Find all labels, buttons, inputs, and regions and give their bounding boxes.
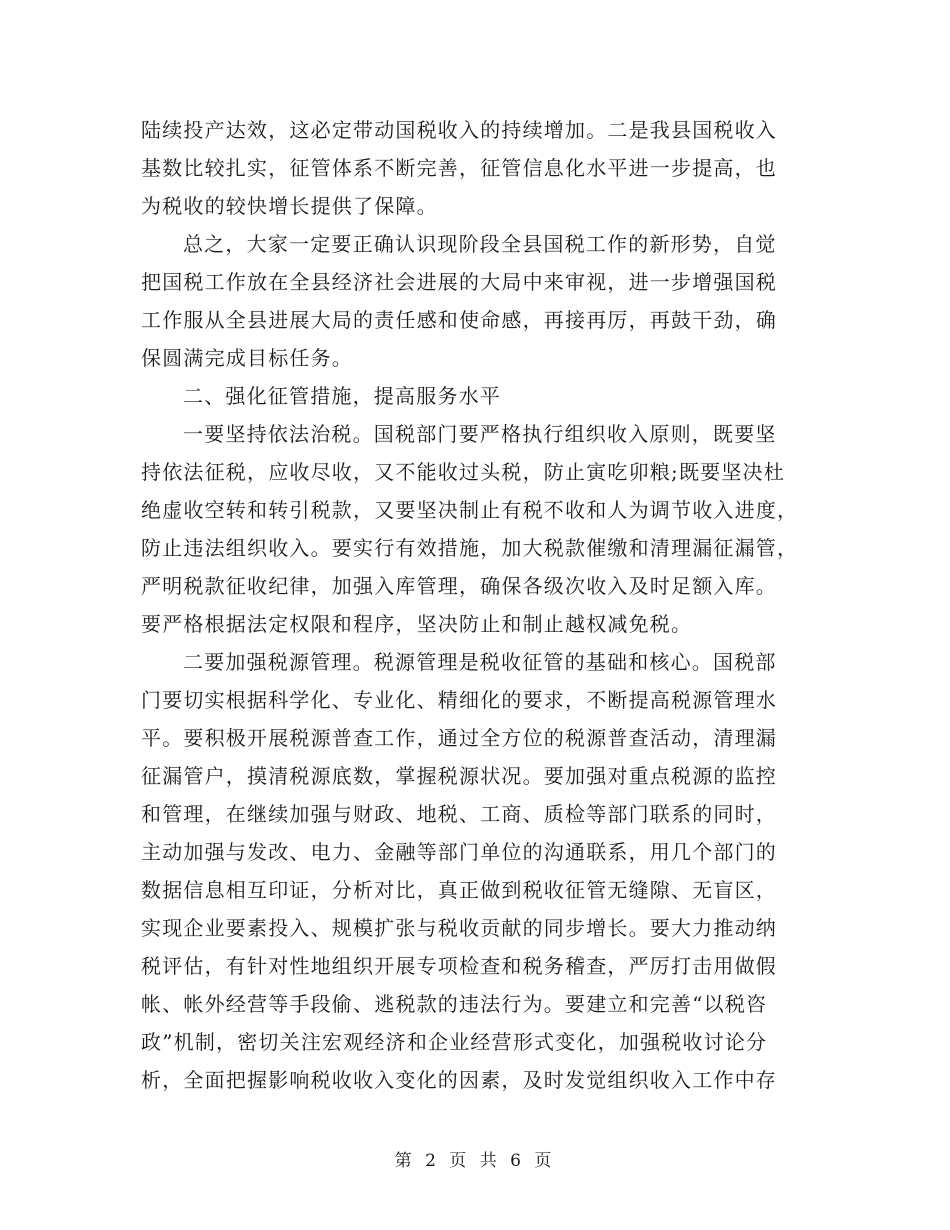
- text-line: 征漏管户，摸清税源底数，掌握税源状况。要加强对重点税源的监控: [141, 764, 777, 788]
- text-line: 二要加强税源管理。税源管理是税收征管的基础和核心。国税部: [183, 650, 777, 674]
- text-line: 工作服从全县进展大局的责任感和使命感，再接再厉，再鼓干劲，确: [141, 308, 777, 332]
- text-line: 陆续投产达效，这必定带动国税收入的持续增加。二是我县国税收入: [141, 118, 777, 142]
- text-line: 和管理，在继续加强与财政、地税、工商、质检等部门联系的同时，: [141, 802, 777, 826]
- text-line: 要严格根据法定权限和程序，坚决防止和制止越权减免税。: [141, 612, 693, 636]
- text-line: 为税收的较快增长提供了保障。: [141, 194, 438, 218]
- body-text: [141, 111, 801, 1099]
- text-line: 政”机制，密切关注宏观经济和企业经营形式变化，加强税收讨论分: [141, 1030, 768, 1054]
- text-line: 数据信息相互印证，分析对比，真正做到税收征管无缝隙、无盲区，: [141, 878, 777, 902]
- text-line: 保圆满完成目标任务。: [141, 346, 353, 370]
- text-line: 帐、帐外经营等手段偷、逃税款的违法行为。要建立和完善“以税咨: [141, 992, 768, 1016]
- text-line: 析，全面把握影响税收收入变化的因素，及时发觉组织收入工作中存: [141, 1068, 777, 1092]
- text-line: 平。要积极开展税源普查工作，通过全方位的税源普查活动，清理漏: [141, 726, 777, 750]
- text-line: 绝虚收空转和转引税款，又要坚决制止有税不收和人为调节收入进度，: [141, 498, 799, 522]
- page-number: 第 2 页 共 6 页: [394, 1151, 556, 1171]
- text-line: 一要坚持依法治税。国税部门要严格执行组织收入原则，既要坚: [183, 422, 777, 446]
- text-line: 门要切实根据科学化、专业化、精细化的要求，不断提高税源管理水: [141, 688, 777, 712]
- text-line: 持依法征税，应收尽收，又不能收过头税，防止寅吃卯粮;既要坚决杜: [141, 460, 785, 484]
- text-line: 防止违法组织收入。要实行有效措施，加大税款催缴和清理漏征漏管，: [141, 536, 799, 560]
- text-line: 实现企业要素投入、规模扩张与税收贡献的同步增长。要大力推动纳: [141, 916, 777, 940]
- text-line: 二、强化征管措施，提高服务水平: [183, 384, 501, 408]
- text-line: 主动加强与发改、电力、金融等部门单位的沟通联系，用几个部门的: [141, 840, 777, 864]
- text-line: 税评估，有针对性地组织开展专项检查和税务稽查，严厉打击用做假: [141, 954, 777, 978]
- text-line: 把国税工作放在全县经济社会进展的大局中来审视，进一步增强国税: [141, 270, 777, 294]
- text-line: 总之，大家一定要正确认识现阶段全县国税工作的新形势，自觉: [183, 232, 777, 256]
- text-line: 严明税款征收纪律，加强入库管理，确保各级次收入及时足额入库。: [141, 574, 777, 598]
- text-line: 基数比较扎实，征管体系不断完善，征管信息化水平进一步提高，也: [141, 156, 777, 180]
